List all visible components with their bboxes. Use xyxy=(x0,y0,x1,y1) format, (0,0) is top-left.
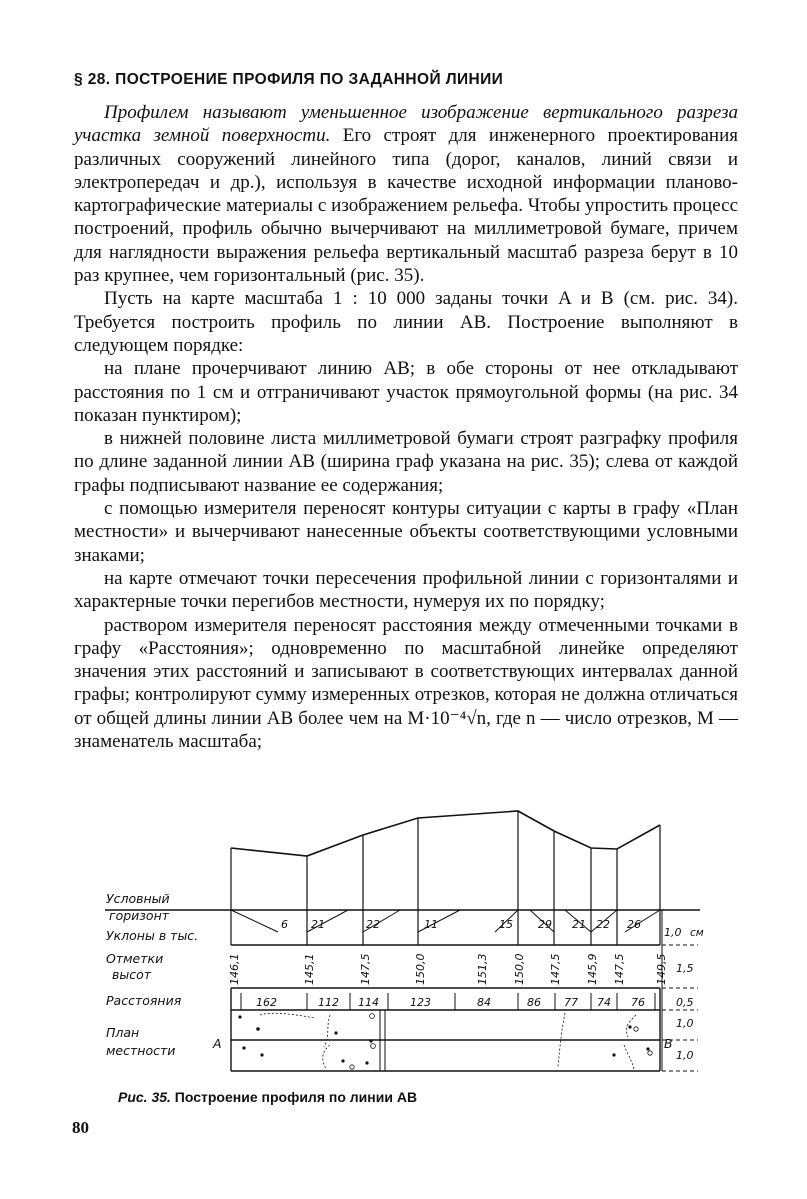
slope-value: 29 xyxy=(538,918,552,931)
body-text xyxy=(74,101,738,753)
elevation-value: 147,5 xyxy=(549,953,562,985)
distance-value: 74 xyxy=(597,996,611,1009)
elevation-value: 145,9 xyxy=(586,953,599,985)
row-label-horizon-2: горизонт xyxy=(109,908,170,923)
paragraph-2: Пусть на карте масштаба 1 : 10 000 заданы точки A и B (см. рис. 34). Требуется построить профиль по линии AB. Построение выполняют в следующем порядке: xyxy=(74,288,738,356)
slope-value: 6 xyxy=(281,918,288,931)
elevation-value: 147,5 xyxy=(359,953,372,985)
slope-value: 15 xyxy=(499,918,513,931)
row-label-distances: Расстояния xyxy=(106,993,182,1008)
elevation-value: 147,5 xyxy=(613,953,626,985)
definition-text: Профилем называют уменьшенное изображение вертикального разреза участка земной поверхности. xyxy=(74,102,738,147)
plan-symbols xyxy=(239,1013,652,1069)
width-slopes: 1,0 xyxy=(664,926,682,939)
elevation-value: 151,3 xyxy=(476,953,489,985)
distance-ticks xyxy=(241,993,655,1010)
distance-value: 162 xyxy=(256,996,277,1009)
row-label-elevations-2: высот xyxy=(112,967,152,982)
slope-value: 11 xyxy=(424,918,438,931)
width-plan-bottom: 1,0 xyxy=(676,1049,694,1062)
slope-value: 26 xyxy=(627,918,641,931)
slope-value: 22 xyxy=(366,918,380,931)
distance-value: 84 xyxy=(477,996,491,1009)
distance-value: 76 xyxy=(631,996,645,1009)
figure-number: Рис. 35. xyxy=(118,1089,171,1105)
profile-drawing xyxy=(0,805,807,1090)
figure-caption xyxy=(118,1089,417,1105)
paragraph-5: с помощью измерителя переносят контуры ситуации с карты в графу «План местности» и вычерчивают нанесенные объекты соответствующими условными знаками; xyxy=(74,498,738,566)
paragraph-3: на плане прочерчивают линию AB; в обе стороны от нее откладывают расстояния по 1 см и отграничивают участок прямоугольной формы (на рис. 34 показан пунктиром); xyxy=(74,358,738,426)
profile-figure xyxy=(0,805,807,1090)
width-unit: см xyxy=(690,927,704,939)
slope-value: 21 xyxy=(572,918,586,931)
row-label-slopes: Уклоны в тыс. xyxy=(106,928,199,943)
width-plan-top: 1,0 xyxy=(676,1017,694,1030)
paragraph-1 xyxy=(74,101,738,287)
point-a-label: A xyxy=(213,1036,222,1051)
figure-caption-text: Построение профиля по линии AB xyxy=(170,1089,418,1105)
elevation-value: 149,5 xyxy=(655,953,668,985)
paragraph-6: на карте отмечают точки пересечения профильной линии с горизонталями и характерные точки перегибов местности, нумеруя их по порядку; xyxy=(74,567,738,613)
slope-value: 21 xyxy=(311,918,325,931)
elevation-value: 146,1 xyxy=(228,953,241,985)
distance-value: 86 xyxy=(527,996,541,1009)
width-elevations: 1,5 xyxy=(676,962,694,975)
paragraph-4: в нижней половине листа миллиметровой бумаги строят разграфку профиля по длине заданной линии AB (ширина граф указана на рис. 35); слева от каждой графы подписывают название ее содержания; xyxy=(74,428,738,496)
distance-value: 112 xyxy=(318,996,339,1009)
width-distances: 0,5 xyxy=(676,996,694,1009)
distance-value: 114 xyxy=(358,996,379,1009)
page-number: 80 xyxy=(72,1118,89,1137)
distance-value: 123 xyxy=(410,996,431,1009)
profile-line xyxy=(231,811,660,856)
distance-value: 77 xyxy=(564,996,578,1009)
row-label-plan-1: План xyxy=(106,1025,140,1040)
elevation-value: 150,0 xyxy=(414,953,427,985)
paragraph-7: раствором измерителя переносят расстояния между отмеченными точками в графу «Расстояния»; одновременно по масштабной линейке определяют значения этих расстояний и записывают в соответствующих интервалах данной графы; контролируют сумму измеренных отрезков, которая не должна отличаться от общей длины линии AB более чем на M·10⁻⁴√n, где n — число отрезков, M — знаменатель масштаба; xyxy=(74,614,738,753)
row-label-horizon-1: Условный xyxy=(106,891,170,906)
paragraph-1-rest: Его строят для инженерного проектирования различных сооружений линейного типа (дорог, каналов, линий связи и электропередач и др.), используя в качестве исходной информации планово-картографические материалы с изображением рельефа. Чтобы упростить процесс построений, профиль обычно вычерчивают на миллиметровой бумаге, причем для наглядности выражения рельефа вертикальный масштаб разреза берут в 10 раз крупнее, чем горизонтальный (рис. 35). xyxy=(74,125,738,287)
elevation-value: 145,1 xyxy=(303,953,316,985)
elevation-value: 150,0 xyxy=(513,953,526,985)
row-label-plan-2: местности xyxy=(106,1043,176,1058)
point-b-label: B xyxy=(664,1036,673,1051)
slope-value: 22 xyxy=(596,918,610,931)
section-heading: § 28. ПОСТРОЕНИЕ ПРОФИЛЯ ПО ЗАДАННОЙ ЛИНИИ xyxy=(74,71,504,88)
row-label-elevations-1: Отметки xyxy=(106,951,164,966)
